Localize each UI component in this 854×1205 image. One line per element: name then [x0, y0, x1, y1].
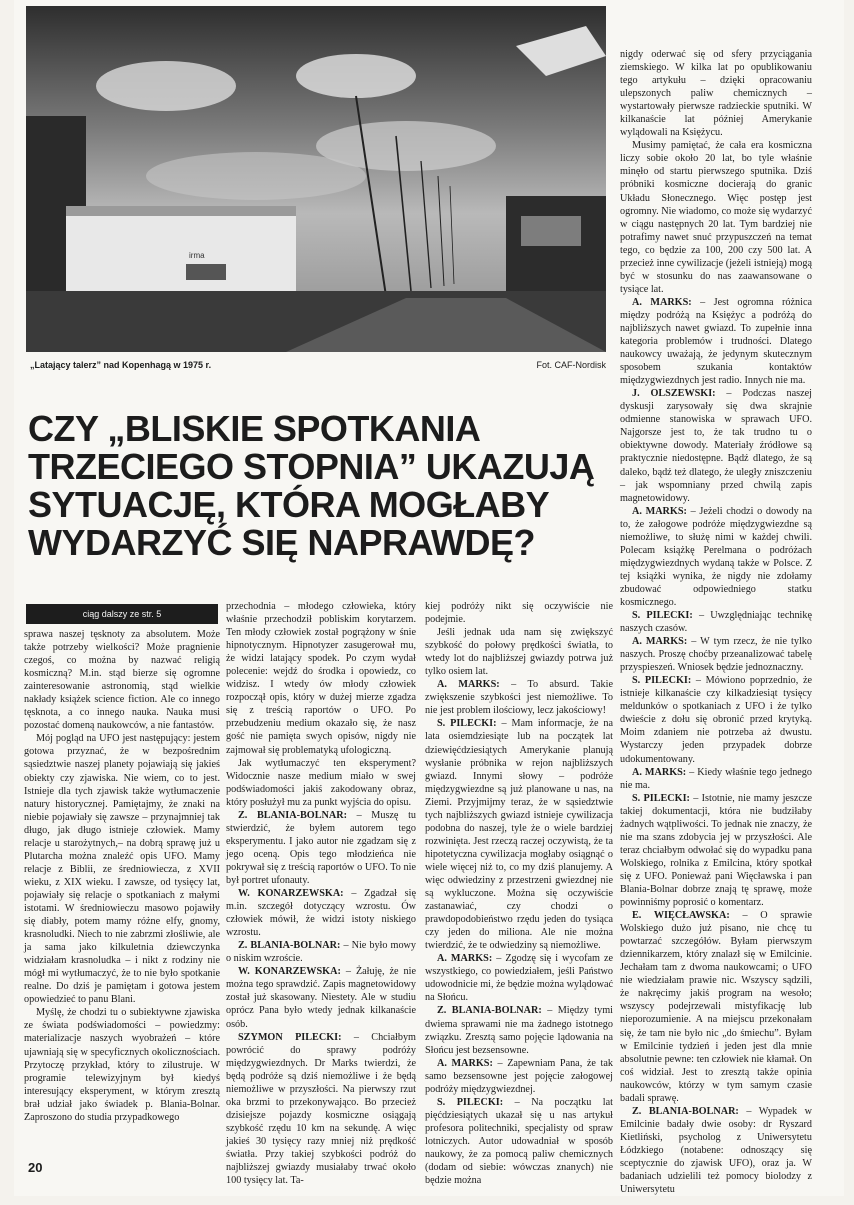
headline-line-3: SYTUACJĘ, KTÓRA MOGŁABY: [28, 484, 550, 525]
paragraph: [226, 600, 416, 757]
paragraph: [226, 757, 416, 809]
paragraph: [620, 766, 812, 792]
paragraph: [425, 1096, 613, 1187]
paragraph-text: – Nie było mowy o niskim wzroście.: [226, 940, 417, 965]
speaker-name: Z. BLANIA-BOLNAR:: [238, 940, 341, 952]
speaker-name: SZYMON PILECKI:: [238, 1031, 342, 1043]
speaker-name: W. KONARZEWSKA:: [238, 888, 344, 900]
paragraph: [226, 939, 416, 965]
paragraph: sprawa naszej tęsknoty za absolutem. Może także potrzeby wielkości? Może pragnienie czegoś, co można by nazwać religią kosmiczną? M.in. stąd bierze się ogromne zainteresowanie astronomią, stąd wielkie nakłady książek science fiction. Ale co innego tęsknota, a co innego nauka. Nauka musi pozostać domeną naukowców, a nie fantastów.: [24, 629, 220, 732]
paragraph-text: – Chciałbym powrócić do sprawy podróży międzygwiezdnych. Dr Marks twierdzi, że będą podróże są dziś niemożliwe i że będą niemożliwe w przyszłości. Na pierwszy rzut oka brzmi to przekonywająco. Bo przecież dzisiejsze pojazdy kosmiczne osiągają szybkość rzędu 10 km na sekundę. A więc jakieś 30 tysięcy razy mniej niż prędkość światła. Przy takiej szybkości podróż do najbliższej gwiazdy musiałaby trwać około 100 tysięcy lat. Ta-: [226, 1031, 416, 1187]
speaker-name: A. MARKS:: [437, 679, 500, 691]
paragraph-text: – Między tymi dwiema sprawami nie ma żadnego istotnego związku. Zresztą samo pojęcie lądowania na Słońcu jest bezsensowne.: [425, 1005, 613, 1056]
speaker-name: Z. BLANIA-BOLNAR:: [632, 1105, 739, 1117]
paragraph-text: Jak wytłumaczyć ten eksperyment? Widocznie nasze medium miało w swej podświadomości jakiś zakodowany obraz, który posłużył mu za punkt wyjścia do opisu.: [226, 757, 416, 808]
headline-line-4: WYDARZYĆ SIĘ NAPRAWDĘ?: [28, 522, 536, 563]
paragraph: [425, 678, 613, 717]
paragraph-text: Jeśli jednak uda nam się zwiększyć szybkość do połowy prędkości światła, to wtedy lot do najbliższej gwiazdy potrwa już tylko osiem lat.: [425, 627, 613, 678]
continued-from-label: ciąg dalszy ze str. 5: [26, 604, 218, 624]
paragraph-text: – To absurd. Takie zwiększenie szybkości jest niemożliwe. To nie jest problem ilościowy, lecz jakościowy!: [425, 679, 613, 717]
caption-text: „Latający talerz” nad Kopenhagą w 1975 r.: [30, 360, 212, 370]
speaker-name: S. PILECKI:: [437, 1096, 504, 1108]
speaker-name: S. PILECKI:: [437, 718, 497, 730]
paragraph: [226, 887, 416, 939]
paragraph-text: – Kiedy właśnie tego jednego nie ma.: [620, 766, 812, 791]
paragraph: [620, 505, 812, 609]
paragraph-text: – Żałuję, że nie można tego sprawdzić. Zapis magnetowidowy został już skasowany. Niestety. Ale w studiu oprócz Pana było wtedy jednak kilkanaście osób.: [226, 966, 416, 1030]
paragraph-text: przechodnia – młodego człowieka, który właśnie przechodził pobliskim korytarzem. Ten młody człowiek został pogrążony w śnie hipnotycznym. Hipnotyzer zasugerował mu, że widzi latający spodek. Po czym wydał polecenie: wejdź do środka i opowiedz, co widzisz. I wtedy ów młody człowiek rozpoczął opis, który w dużej mierze zgadza się z treścią raportów o UFO. Po przebudzeniu medium okazało się, że nasz gość nie pamięta swych opisów, nigdy nie zajmował się problematyką ufologiczną.: [226, 601, 416, 756]
speaker-name: Z. BLANIA-BOLNAR:: [238, 809, 347, 821]
speaker-name: J. OLSZEWSKI:: [632, 388, 716, 400]
page-number: 20: [28, 1160, 43, 1175]
headline-line-2: TRZECIEGO STOPNIA” UKAZUJĄ: [28, 446, 595, 487]
article-column-3: [425, 600, 613, 1187]
paragraph: [425, 600, 613, 626]
paragraph-text: – Jeżeli chodzi o dowody na to, że załogowe podróże międzygwiezdne są niemożliwe, to służę nimi w każdej chwili. Polecam książkę Perelmana o podróżach międzygwiezdnych wydaną także w Polsce. Z tej książki wynika, że nigdy nie zdołamy zbudować odpowiedniego statku kosmicznego.: [620, 505, 812, 608]
paragraph: [425, 1004, 613, 1056]
building-sign: irma: [189, 251, 205, 260]
speaker-name: A. MARKS:: [632, 766, 687, 778]
paragraph-text: kiej podróży nikt się oczywiście nie podejmie.: [425, 601, 613, 626]
speaker-name: A. MARKS:: [632, 296, 692, 308]
speaker-name: E. WIĘCŁAWSKA:: [632, 910, 730, 922]
paragraph: [620, 296, 812, 387]
speaker-name: A. MARKS:: [632, 636, 688, 648]
speaker-name: S. PILECKI:: [632, 675, 692, 687]
paragraph: Mój pogląd na UFO jest następujący: jestem gotowa przyznać, że w bezpośrednim sąsiedztwie naszej planety pojawiają się jakieś obiekty czy zjawiska. Nie wiem, co to jest. Istnieje dla tych zjawisk także wytłumaczenie natury historycznej. Pamiętajmy, że znaki na niebie pojawiały się zawsze – przynajmniej tak długo, jak długo istnieje człowiek. Mamy relacje u starożytnych,– na dobrą sprawę już u Plutarcha można znaleźć opis UFO. Mamy relacje z Biblii, ze średniowiecza, z XVII wieku, z XIX wieku. I zawsze, od tysięcy lat, pojawiały się relacje o spotkaniach z małymi istotami. W średniowieczu masowo pojawiły się diabły, potem mamy różne elfy, gnomy, krasnoludki. Niech to nie zabrzmi złośliwie, ale ja sama jako kilkuletnia dziewczynka widziałam krasnoludka – i nikt z rodziny nie mógł mi wytłumaczyć, że to nie było spotkanie realne. Do dziś je pamiętam i gotowa jestem opowiedzieć to panu Blani.: [24, 733, 220, 1006]
speaker-name: A. MARKS:: [437, 953, 493, 965]
paragraph-text: – Zgodzę się i wycofam ze wszystkiego, co powiedziałem, jeśli Państwo udowodnicie mi, że będzie można wylądować na Słońcu.: [425, 953, 613, 1004]
paragraph: [425, 717, 613, 952]
paragraph: [620, 674, 812, 765]
ufo-photo: [26, 6, 606, 352]
speaker-name: A. MARKS:: [437, 1057, 493, 1069]
paragraph-text: Musimy pamiętać, że cała era kosmiczna liczy sobie około 20 lat, bo tyle właśnie minęło od startu pierwszego sputnika. Dziś próbniki kosmiczne docierają do granic Układu Słonecznego. Więc postęp jest ogromny. Nie wiadomo, co może się wydarzyć w ciągu następnych 20 lat. Tym bardziej nie potrafimy nawet snuć przypuszczeń na temat tego, co będzie za 100, 200 czy 500 lat. A przecież inne cywilizacje (jeżeli istnieją) mogą być w stosunku do nas zaawansowane o tysiące lat.: [620, 140, 812, 295]
speaker-name: Z. BLANIA-BOLNAR:: [437, 1005, 542, 1017]
speaker-name: A. MARKS:: [632, 505, 687, 517]
paragraph-text: – Mam informacje, że na lata osiemdziesiąte lub na początek lat dziewięćdziesiątych Amerykanie planują wysłanie próbnika w rejon najbliższych gwiazd. Innymi słowy – podróże międzygwiezdne są już planowane u nas, na Ziemi. Przyjmijmy teraz, że w sąsiedztwie tych najbliższych gwiazd istnieje cywilizacja podobna do naszej, tyle że o wiele bardziej rozwinięta. Jest rzeczą raczej oczywistą, że ta hipotetyczna cywilizacja mogłaby osiągnąć o wiele więcej niż to, co my dziś planujemy. A więc odwiedziny z przestrzeni gwiezdnej nie są wykluczone. Można się oczywiście zastanawiać, czy chodzi o prawdopodobieństwo rzędu jeden do tysiąca czy jeden do miliona. Ale nie można twierdzić, że te odwiedziny są niemożliwe.: [425, 718, 613, 952]
paragraph-text: – Uwzględniając technikę naszych czasów.: [620, 610, 812, 635]
article-column-4: [620, 48, 812, 1196]
paragraph: [425, 1057, 613, 1096]
paragraph-text: – Jest ogromna różnica między podróżą na Księżyc a podróżą do najbliższych nawet gwiazd. To zupełnie inna kategoria problemów i trudności. Dlatego naukowcy uważają, że jedynym skutecznym sposobem szukania kontaktów międzygwiezdnych jest radio. Innych nie ma.: [620, 296, 812, 387]
headline: [28, 410, 608, 562]
headline-line-1: CZY „BLISKIE SPOTKANIA: [28, 408, 481, 449]
paragraph-text: – Zgadzał się m.in. szczegół dotyczący wzrostu. Ów człowiek mówił, że widzi istoty niskiego wzrostu.: [226, 888, 416, 939]
paragraph: [620, 635, 812, 674]
paragraph: [620, 792, 812, 909]
paragraph: [620, 139, 812, 296]
paragraph: Myślę, że chodzi tu o subiektywne zjawiska ze świata podświadomości – powiedzmy: materializacje naszych wyobrażeń – które ujawniają się w specyficznych okolicznościach. Przytoczę przykład, który to zilustruje. W programie telewizyjnym był kiedyś interesujący eksperyment, w którym zresztą brał udział jako świadek p. Blania-Bolnar. Zaproszono do studia przypadkowego: [24, 1007, 220, 1123]
photo-illustration: [26, 6, 606, 352]
paragraph: [425, 952, 613, 1004]
paragraph-text: – Istotnie, nie mamy jeszcze takiej dokumentacji, która nie budziłaby żadnych wątpliwości. To jednak nie znaczy, że nie ma szans zdobycia jej w przyszłości. Ale teraz chciałbym odwołać się do wypadku pana Wolskiego, rolnika z Emilcina, który spotkał się z UFO. Ponieważ pani Więcławska i pan Blania-Bolnar dobrze znają tę sprawę, może powinniśmy poprosić o komentarz.: [620, 792, 812, 909]
photo-credit: Fot. CAF-Nordisk: [536, 360, 606, 370]
paragraph: [620, 609, 812, 635]
paragraph: [226, 1031, 416, 1188]
paragraph: [226, 965, 416, 1030]
speaker-name: W. KONARZEWSKA:: [238, 966, 341, 978]
paragraph: [226, 809, 416, 887]
paragraph-text: – Zapewniam Pana, że tak samo bezsensowne jest pojęcie załogowej podróży międzygwiezdnej.: [425, 1057, 613, 1095]
paragraph: [425, 626, 613, 678]
paragraph-text: – W tym rzecz, że nie tylko naszych. Proszę choćby przeanalizować tabelę przyspieszeń. Wniosek będzie jednoznaczny.: [620, 636, 812, 674]
paragraph-text: – Podczas naszej dyskusji zarysowały się dwa skrajnie odmienne stanowiska w sprawach UFO. Najgorsze jest to, że tak trudno tu o obiektywne dowody. Materiały źródłowe są praktycznie niedostępne. Bądź dlatego, że są daleko, bądź też dlatego, że uległy zniszczeniu – jak wspomniany przed chwilą zapis magnetowidowy.: [620, 388, 812, 504]
paragraph: [620, 1105, 812, 1196]
speaker-name: S. PILECKI:: [632, 610, 693, 622]
paragraph-text: nigdy oderwać się od sfery przyciągania ziemskiego. W kilka lat po opublikowaniu tego artykułu – dzięki opracowaniu ulepszonych paliw chemicznych – wystartowały pierwsze radzieckie sputniki. W kilkanaście lat później Amerykanie wylądowali na Księżycu.: [620, 49, 812, 139]
paragraph-text: – Na początku lat pięćdziesiątych ukazał się u nas artykuł profesora politechniki, specjalisty od spraw lotniczych. Autor udowadniał w sposób naukowy, że za pomocą paliw chemicznych (dodam od siebie: wówczas znanych) nie będzie można: [425, 1096, 613, 1187]
paragraph: [620, 909, 812, 1105]
paragraph: [620, 387, 812, 504]
photo-caption: [30, 360, 606, 374]
paragraph-text: – O sprawie Wolskiego dużo już pisano, nie chcę tu powtarzać szczegółów. Byłam pierwszym dziennikarzem, który znalazł się w Emilcinie. Jechałam tam z dwoma naukowcami; o UFO nie wiedziałam prawie nic. Wszyscy sądzili, że nakręcimy jakiś program na wesoło; wszyscy podejrzewali mistyfikację lub nieporozumienie. A na miejscu przekonałam się, że tam nie było nic „do śmiechu”. Byłam w Emilcinie tydzień i jeden jest dla mnie absolutnie pewne: ten człowiek nie kłamał. On coś widział. Jest to zresztą także opinia naukowców, którzy w tym samym czasie badali sprawę.: [620, 910, 812, 1104]
paragraph-text: – Mówiono poprzednio, że istnieje kilkanaście czy kilkadziesiąt tysięcy meldunków o spotkaniach z UFO i że tylko dwieście z dołu się obronić przed krytyką. Moim zdaniem nie potrzeba aż dwustu. Wystarczy jeden przypadek dobrze udokumentowany.: [620, 675, 812, 765]
paragraph: [620, 48, 812, 139]
article-column-2: [226, 600, 417, 1187]
speaker-name: S. PILECKI:: [632, 792, 690, 804]
paragraph-text: – Muszę tu stwierdzić, że byłem autorem tego eksperymentu. I jako autor nie zgadzam się z jego oceną. Opis tego młodzieńca nie pokrywał się z treścią raportów o UFO. To nie był portret ufonauty.: [226, 809, 416, 886]
paragraph-text: – Wypadek w Emilcinie badały dwie osoby: dr Ryszard Kietliński, psycholog z Uniwersytetu Łódzkiego (notabene: odnoszący się sceptycznie do zjawisk UFO), oraz ja. W badaniach udzielili też pomocy biolodzy z Uniwersytetu: [620, 1105, 812, 1196]
article-column-1: [24, 628, 220, 1180]
